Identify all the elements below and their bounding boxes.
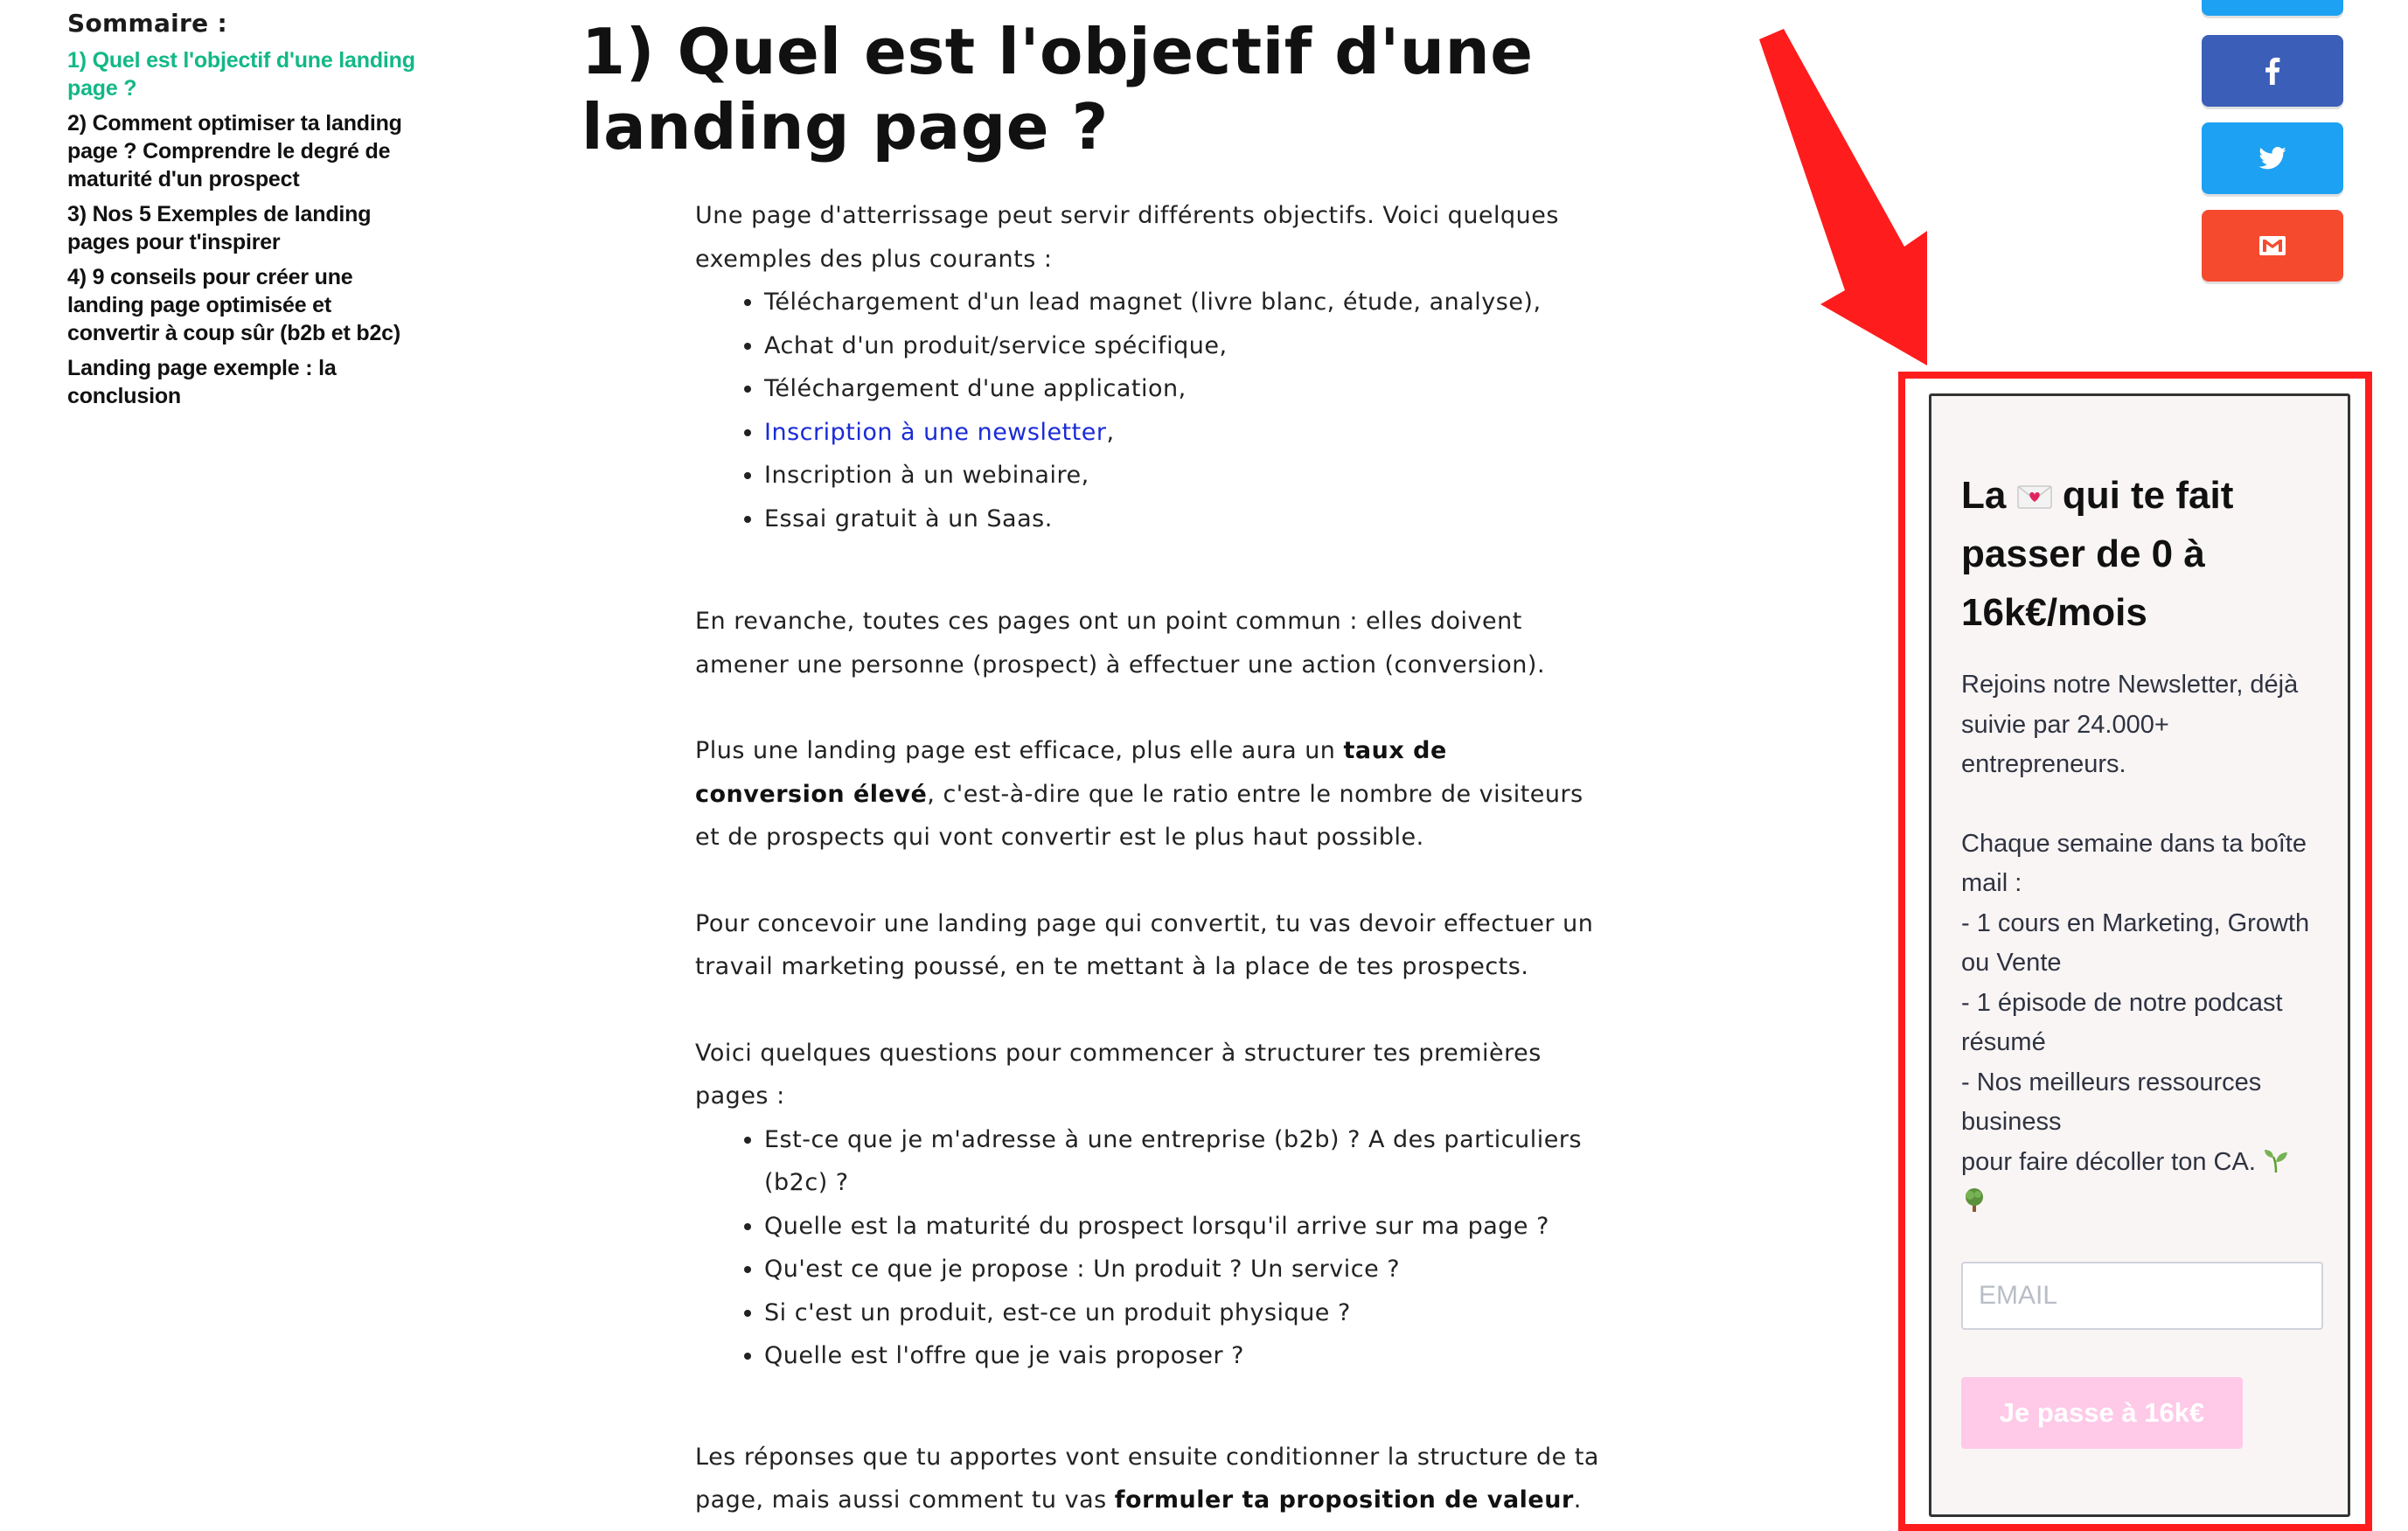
newsletter-link[interactable]: Inscription à une newsletter	[764, 418, 1107, 446]
share-twitter-button-top[interactable]	[2202, 0, 2343, 16]
gmail-icon	[2258, 235, 2286, 256]
facebook-icon	[2265, 57, 2280, 85]
bold-value-proposition: formuler ta proposition de valeur	[1114, 1486, 1574, 1514]
paragraph-conversion	[695, 729, 1604, 859]
subscribe-button[interactable]: Je passe à 16k€	[1961, 1377, 2243, 1449]
list-punctuation: ,	[1106, 418, 1115, 446]
list-item: • Est-ce que je m'adresse à une entreprise (b2b) ? A des particuliers (b2c) ?	[764, 1118, 1604, 1205]
red-arrow-icon	[1749, 26, 1950, 367]
list-item: • Si c'est un produit, est-ce un produit physique ?	[764, 1291, 1604, 1335]
objectives-list	[695, 281, 1604, 540]
seedling-icon	[2263, 1147, 2289, 1173]
newsletter-weekly-text: Chaque semaine dans ta boîte mail :	[1961, 829, 2307, 897]
paragraph-text: Plus une landing page est efficace, plus elle aura un	[695, 737, 1344, 764]
newsletter-title-prefix: La	[1961, 474, 2007, 517]
toc-item-tips[interactable]: 4) 9 conseils pour créer une landing page optimisée et convertir à coup sûr (b2b et b2c)	[67, 265, 400, 345]
newsletter-benefit-course: - 1 cours en Marketing, Growth ou Vente	[1961, 908, 2310, 977]
newsletter-description	[1961, 665, 2337, 1222]
newsletter-benefit-ca	[1961, 1143, 2337, 1222]
paragraph-common-point: En revanche, toutes ces pages ont un point commun : elles doivent amener une personne (prospect) à effectuer une action (conversion).	[695, 608, 1546, 679]
list-item	[764, 411, 1604, 455]
share-twitter-button[interactable]	[2202, 122, 2343, 194]
article-body	[695, 194, 1604, 1522]
paragraph-intro: Une page d'atterrissage peut servir différents objectifs. Voici quelques exemples des plus courants :	[695, 202, 1559, 273]
bold-conversion-rate: taux de conversion élevé	[695, 737, 1447, 808]
newsletter-intro: Rejoins notre Newsletter, déjà suivie par 24.000+ entrepreneurs.	[1961, 671, 2299, 778]
newsletter-benefit-podcast: - 1 épisode de notre podcast résumé	[1961, 988, 2283, 1056]
paragraph-questions-intro: Voici quelques questions pour commencer à structurer tes premières pages :	[695, 1039, 1542, 1110]
tree-icon	[1961, 1187, 1987, 1213]
newsletter-signup-box	[1929, 393, 2350, 1517]
paragraph-design: Pour concevoir une landing page qui convertit, tu vas devoir effectuer un travail marketing poussé, en te mettant à la place de tes prospects.	[695, 909, 1594, 980]
newsletter-benefit-resources: - Nos meilleurs ressources business	[1961, 1068, 2262, 1136]
paragraph-text: Les réponses que tu apportes vont ensuite conditionner la structure de ta page, mais aussi comment tu vas	[695, 1443, 1599, 1514]
list-item: • Téléchargement d'une application,	[764, 367, 1604, 411]
questions-list	[695, 1118, 1604, 1378]
paragraph-text: , c'est-à-dire que le ratio entre le nombre de visiteurs et de prospects qui vont convertir est le plus haut possible.	[695, 780, 1583, 851]
list-item: • Quelle est la maturité du prospect lorsqu'il arrive sur ma page ?	[764, 1205, 1604, 1249]
share-facebook-button[interactable]	[2202, 35, 2343, 107]
newsletter-title	[1961, 466, 2337, 642]
paragraph-text: .	[1573, 1486, 1582, 1514]
newsletter-ca-text: pour faire décoller ton CA.	[1961, 1147, 2256, 1176]
article-title: 1) Quel est l'objectif d'une landing page ?	[581, 15, 1534, 164]
newsletter-title-suffix: qui te fait passer de 0 à 16k€/mois	[1961, 474, 2234, 634]
share-gmail-button[interactable]	[2202, 210, 2343, 282]
toc-item-objective[interactable]: 1) Quel est l'objectif d'une landing page ?	[67, 48, 415, 101]
email-field[interactable]	[1961, 1262, 2323, 1330]
list-item: • Quelle est l'offre que je vais proposer ?	[764, 1334, 1604, 1378]
toc-title: Sommaire :	[67, 9, 227, 38]
love-letter-icon	[2017, 484, 2052, 510]
list-item: • Qu'est ce que je propose : Un produit ? Un service ?	[764, 1248, 1604, 1291]
toc-item-optimize[interactable]: 2) Comment optimiser ta landing page ? Comprendre le degré de maturité d'un prospect	[67, 111, 402, 191]
paragraph-value-proposition	[695, 1436, 1604, 1522]
toc-item-conclusion[interactable]: Landing page exemple : la conclusion	[67, 356, 337, 408]
twitter-icon	[2258, 147, 2286, 170]
list-item: • Téléchargement d'un lead magnet (livre blanc, étude, analyse),	[764, 281, 1604, 324]
list-item: • Essai gratuit à un Saas.	[764, 498, 1604, 541]
list-item: • Inscription à un webinaire,	[764, 454, 1604, 498]
list-item: • Achat d'un produit/service spécifique,	[764, 324, 1604, 368]
table-of-contents	[67, 9, 417, 417]
toc-item-examples[interactable]: 3) Nos 5 Exemples de landing pages pour t'inspirer	[67, 202, 372, 254]
